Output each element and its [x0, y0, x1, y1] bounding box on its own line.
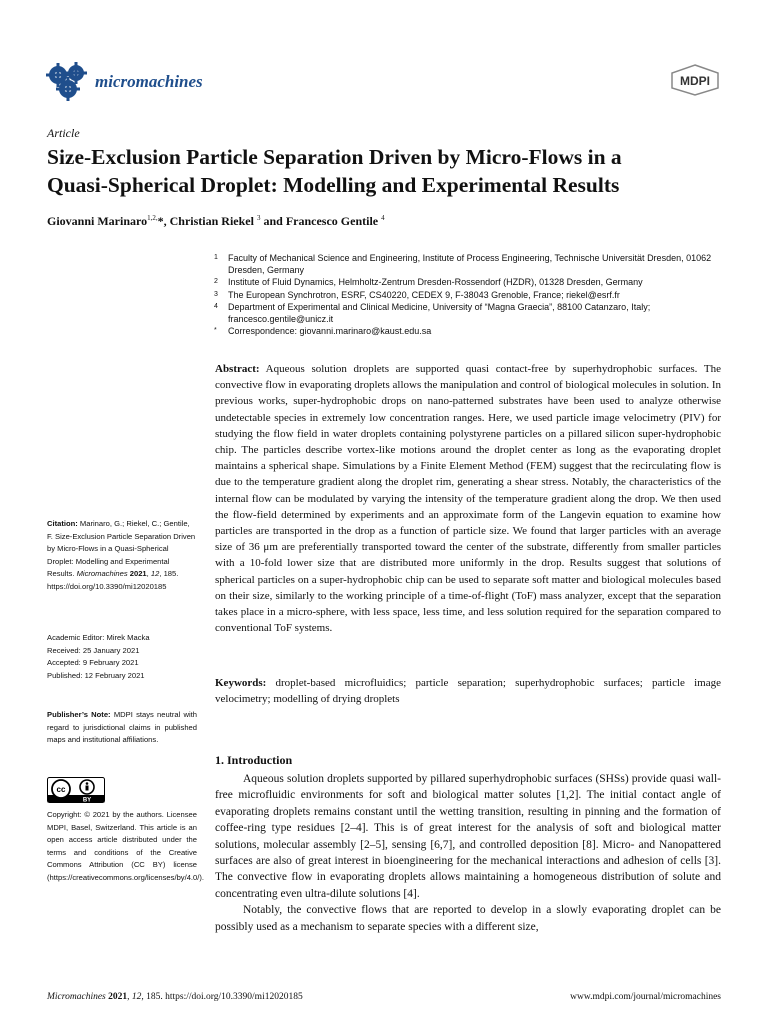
- footer-volume: 12: [131, 992, 142, 1002]
- affiliation-item: [214, 252, 734, 276]
- author-1-affil: 1,2,: [147, 214, 158, 222]
- title-line-2: Quasi-Spherical Droplet: Modelling and Experimental Results: [47, 173, 620, 197]
- published-date: Published: 12 February 2021: [47, 670, 145, 680]
- citation-label: Citation:: [47, 519, 78, 528]
- dates-block: [47, 632, 197, 682]
- author-3: Francesco Gentile: [285, 214, 379, 228]
- citation-block: Citation: Marinaro, G.; Riekel, C.; Gentile, F. Size-Exclusion Particle Separation Driven by Micro-Flows in a Quasi-Spherical Droplet: Modelling and Experimental Results. Micromachines 2021, 12, 185. https://doi.org/10.3390/mi12020185: [47, 519, 196, 591]
- affiliation-text: Department of Experimental and Clinical Medicine, University of “Magna Graecia”, 88100 Catanzaro, Italy; francesco.gentile@unicz.it: [228, 301, 651, 325]
- cc-by-label: BY: [82, 797, 92, 803]
- abstract: [215, 361, 721, 636]
- abstract-text: Aqueous solution droplets are supported quasi contact-free by superhydrophobic surfaces. The convective flow in evaporating droplets allows the manipulation and control of biological molecules in solution. In previous works, super-hydrophobic drops on nano-patterned substrates have been used to analyze otherwise undetectable species in extremely low concentration ranges. Here, we used particle image velocimetry (PIV) for studying the flow field in water droplets containing polystyrene particles on a pillared silicon super-hydrophobic chip. The particles describe vortex-like motions around the droplet center as long as the evaporating droplet maintains a spherical shape. Simulations by a Finite Element Method (FEM) suggest that the recirculating flow is due to the temperature gradient along the droplet rim, generating a shear stress. Notably, the characteristics of the internal flow can be modulated by varying the intensity of the temperature gradient along the drop. We then used the flow-field determined by experiments and an approximate form of the Langevin equation to examine how particles are transported in the drop as a function of particle size. We found that larger particles with an average size of 36 μm are preferentially transported toward the center of the substrate, differently from smaller particles with a 10-fold lower size that are distributed more uniformly in the drop. Results suggest that solutions of spherical particles on a super-hydrophobic chip can be used to separate soft matter and biological molecules based on their size, similarly to the working principle of a time-of-flight (ToF) mass analyzer, except that the separation takes place in a micro-sphere, with less space, less time, and less solution required for the separation compared to conventional ToF systems.: [215, 363, 721, 635]
- author-2: Christian Riekel: [169, 214, 254, 228]
- affiliation-text: Faculty of Mechanical Science and Engineering, Institute of Process Engineering, Technische Universität Dresden, 01062 Dresden, Germany: [228, 253, 712, 276]
- citation-volume: 12: [150, 569, 160, 578]
- author-3-affil: 4: [381, 214, 385, 222]
- journal-logo-icon: [46, 61, 90, 101]
- academic-editor: Academic Editor: Mirek Macka: [47, 633, 150, 642]
- citation-text: Marinaro, G.; Riekel, C.; Gentile, F. Size-Exclusion Particle Separation Driven by Micro-Flows in a Quasi-Spherical Droplet: Modelling and Experimental Results.: [47, 519, 196, 578]
- footer-journal: Micromachines: [47, 992, 106, 1002]
- affiliation-number: 2: [214, 278, 218, 286]
- publisher-note-label: Publisher’s Note:: [47, 710, 111, 719]
- keywords-label: Keywords:: [215, 677, 267, 689]
- abstract-label: Abstract:: [215, 363, 260, 375]
- affiliation-number: *: [214, 327, 217, 335]
- publisher-note: [47, 709, 197, 747]
- footer-doi[interactable]: , 185. https://doi.org/10.3390/mi12020185: [141, 992, 303, 1002]
- title-line-1: Size-Exclusion Particle Separation Driven by Micro-Flows in a: [47, 145, 622, 169]
- paragraph: Aqueous solution droplets supported by pillared superhydrophobic surfaces (SHSs) provide quasi wall-free microfluidic environments for soft and biological matter solutes [1,2]. The initial contact angle of evaporating droplets remains constant until the wetting transition, resulting in pinning and the formation of coffee-ring type residues [2–4]. This is of great interest for the analysis of soft and biological matter solutions, molecular assembly [2–5], sensing [6,7], and controlled deposition [8]. Micro- and Nanopattered surfaces are also of great interest in bioengineering for the mechanical interactions and adhesion of cells [3]. The convective flow in evaporating droplets allows maintaining a homogeneous distribution of solute and concentrating even ultra-dilute solutions [4].: [215, 773, 721, 900]
- author-1: Giovanni Marinaro: [47, 214, 148, 228]
- correspondence: [214, 325, 734, 337]
- svg-text:cc: cc: [56, 785, 66, 794]
- affiliation-number: 3: [214, 290, 218, 298]
- affiliation-text: Institute of Fluid Dynamics, Helmholtz-Zentrum Dresden-Rossendorf (HZDR), 01328 Dresden, Germany: [228, 277, 643, 288]
- citation-year: 2021: [129, 569, 147, 578]
- footer-citation: Micromachines 2021, 12, 185. https://doi.org/10.3390/mi12020185: [47, 992, 303, 1002]
- article-type: Article: [47, 126, 80, 140]
- author-2-affil: 3: [256, 214, 261, 222]
- paragraph: Notably, the convective flows that are reported to develop in a slowly evaporating droplet can be possibly used as a mechanism to separate species with a different size,: [215, 904, 721, 933]
- author-list: [47, 214, 385, 229]
- section-heading: 1. Introduction: [215, 753, 293, 767]
- keywords-text: droplet-based microfluidics; particle separation; superhydrophobic surfaces; particle image velocimetry; modelling of drying droplets: [215, 677, 722, 706]
- correspondence-text: Correspondence: giovanni.marinaro@kaust.edu.sa: [228, 326, 432, 337]
- received-date: Received: 25 January 2021: [47, 645, 140, 655]
- citation-doi[interactable]: , 185. https://doi.org/10.3390/mi12020185: [47, 569, 179, 591]
- affiliation-item: [214, 301, 734, 325]
- publisher-name: MDPI: [680, 74, 710, 88]
- affiliation-item: [214, 289, 734, 301]
- cc-by-license-icon[interactable]: [47, 777, 105, 803]
- publisher-note-text: MDPI stays neutral with regard to jurisdictional claims in published maps and institutional affiliations.: [47, 710, 197, 744]
- author-separator: ,: [163, 214, 170, 228]
- footer-journal-url[interactable]: www.mdpi.com/journal/micromachines: [570, 992, 721, 1002]
- affiliations: [214, 252, 734, 337]
- citation-journal: Micromachines: [76, 569, 128, 578]
- affiliation-text: The European Synchrotron, ESRF, CS40220, CEDEX 9, F-38043 Grenoble, France; riekel@esrf.fr: [228, 289, 620, 300]
- footer-year: 2021: [108, 992, 128, 1002]
- affiliation-number: 4: [214, 302, 218, 310]
- keywords: [215, 675, 721, 707]
- author-separator: and: [260, 214, 286, 228]
- affiliation-item: [214, 276, 734, 288]
- affiliation-number: 1: [214, 254, 218, 261]
- copyright-notice: Copyright: © 2021 by the authors. Licensee MDPI, Basel, Switzerland. This article is an open access article distributed under the terms and conditions of the Creative Commons Attribution (CC BY) license (https://creativecommons.org/licenses/by/4.0/).: [47, 810, 204, 882]
- journal-name: micromachines: [95, 72, 203, 91]
- introduction-body: [215, 771, 721, 935]
- mdpi-logo-icon: [668, 64, 722, 96]
- paper-title: [47, 143, 737, 199]
- accepted-date: Accepted: 9 February 2021: [47, 658, 139, 667]
- corresponding-mark: *: [157, 214, 164, 228]
